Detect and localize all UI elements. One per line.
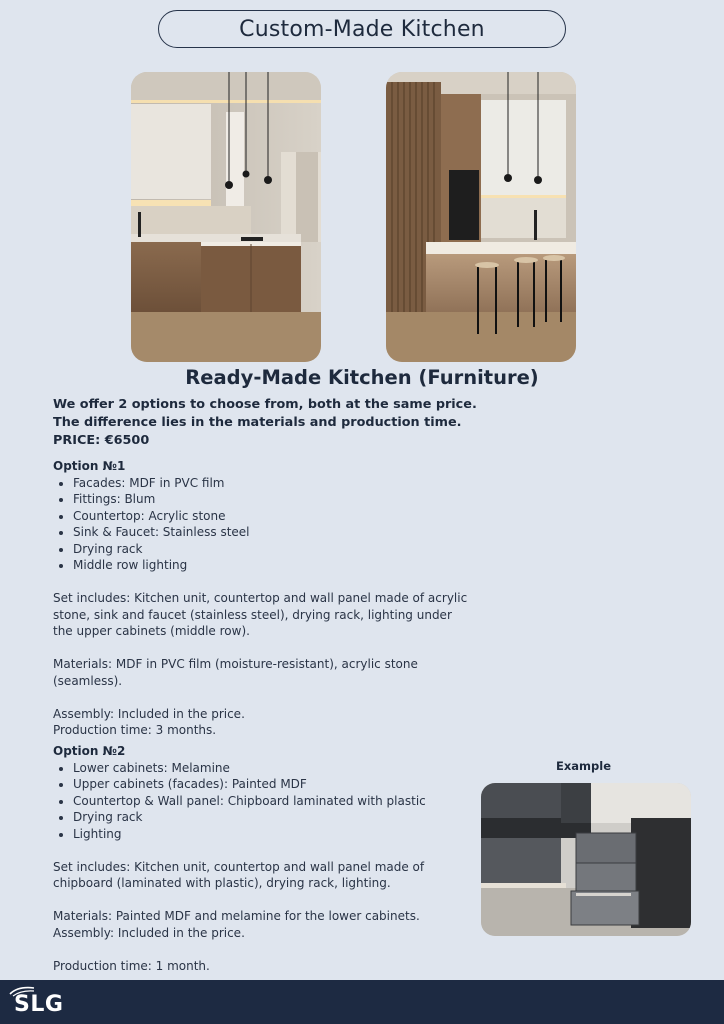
- feature-item: • Facades: MDF in PVC film: [73, 475, 473, 492]
- feature-item: • Countertop: Acrylic stone: [73, 508, 473, 525]
- page-title-text: Custom-Made Kitchen: [239, 16, 485, 42]
- section-title: Ready-Made Kitchen (Furniture): [185, 366, 539, 389]
- feature-item: • Drying rack: [73, 809, 473, 826]
- slg-logo: SLG: [14, 992, 64, 1017]
- option-2-block: [53, 743, 473, 974]
- feature-item: • Sink & Faucet: Stainless steel: [73, 524, 473, 541]
- option-1-assembly: Assembly: Included in the price.: [53, 706, 245, 721]
- option-2-features: [53, 760, 473, 843]
- kitchen-photo-left: [131, 72, 321, 362]
- footer-bar: [0, 980, 724, 1024]
- option-1-heading: Option №1: [53, 459, 126, 473]
- option-1-block: [53, 458, 473, 739]
- page-title: [158, 10, 566, 48]
- example-photo: [481, 783, 691, 936]
- feature-item: • Middle row lighting: [73, 557, 473, 574]
- option-2-set-includes: Set includes: Kitchen unit, countertop and wall panel made of chipboard (laminated with plastic), drying rack, lighting.: [53, 859, 425, 890]
- intro-line: We offer 2 options to choose from, both at the same price.: [53, 397, 477, 412]
- option-2-materials: Materials: Painted MDF and melamine for the lower cabinets.: [53, 909, 420, 923]
- feature-item: • Upper cabinets (facades): Painted MDF: [73, 776, 473, 793]
- example-label: Example: [556, 759, 611, 773]
- feature-item: • Lower cabinets: Melamine: [73, 760, 473, 777]
- option-2-assembly: Assembly: Included in the price.: [53, 925, 245, 940]
- price-line: PRICE: €6500: [53, 433, 150, 448]
- option-1-features: [53, 475, 473, 574]
- option-1-set-includes: Set includes: Kitchen unit, countertop and wall panel made of acrylic stone, sink and faucet (stainless steel), drying rack, lighting under the upper cabinets (middle row).: [53, 591, 468, 638]
- intro-text: [53, 396, 477, 450]
- option-1-production: Production time: 3 months.: [53, 723, 217, 737]
- intro-line: The difference lies in the materials and production time.: [53, 415, 462, 430]
- feature-item: • Countertop & Wall panel: Chipboard laminated with plastic: [73, 793, 473, 810]
- option-2-production: Production time: 1 month.: [53, 958, 210, 973]
- feature-item: • Fittings: Blum: [73, 491, 473, 508]
- feature-item: • Lighting: [73, 826, 473, 843]
- option-2-heading: Option №2: [53, 744, 126, 758]
- option-1-materials: Materials: MDF in PVC film (moisture-resistant), acrylic stone (seamless).: [53, 657, 418, 688]
- kitchen-photo-right: [386, 72, 576, 362]
- feature-item: • Drying rack: [73, 541, 473, 558]
